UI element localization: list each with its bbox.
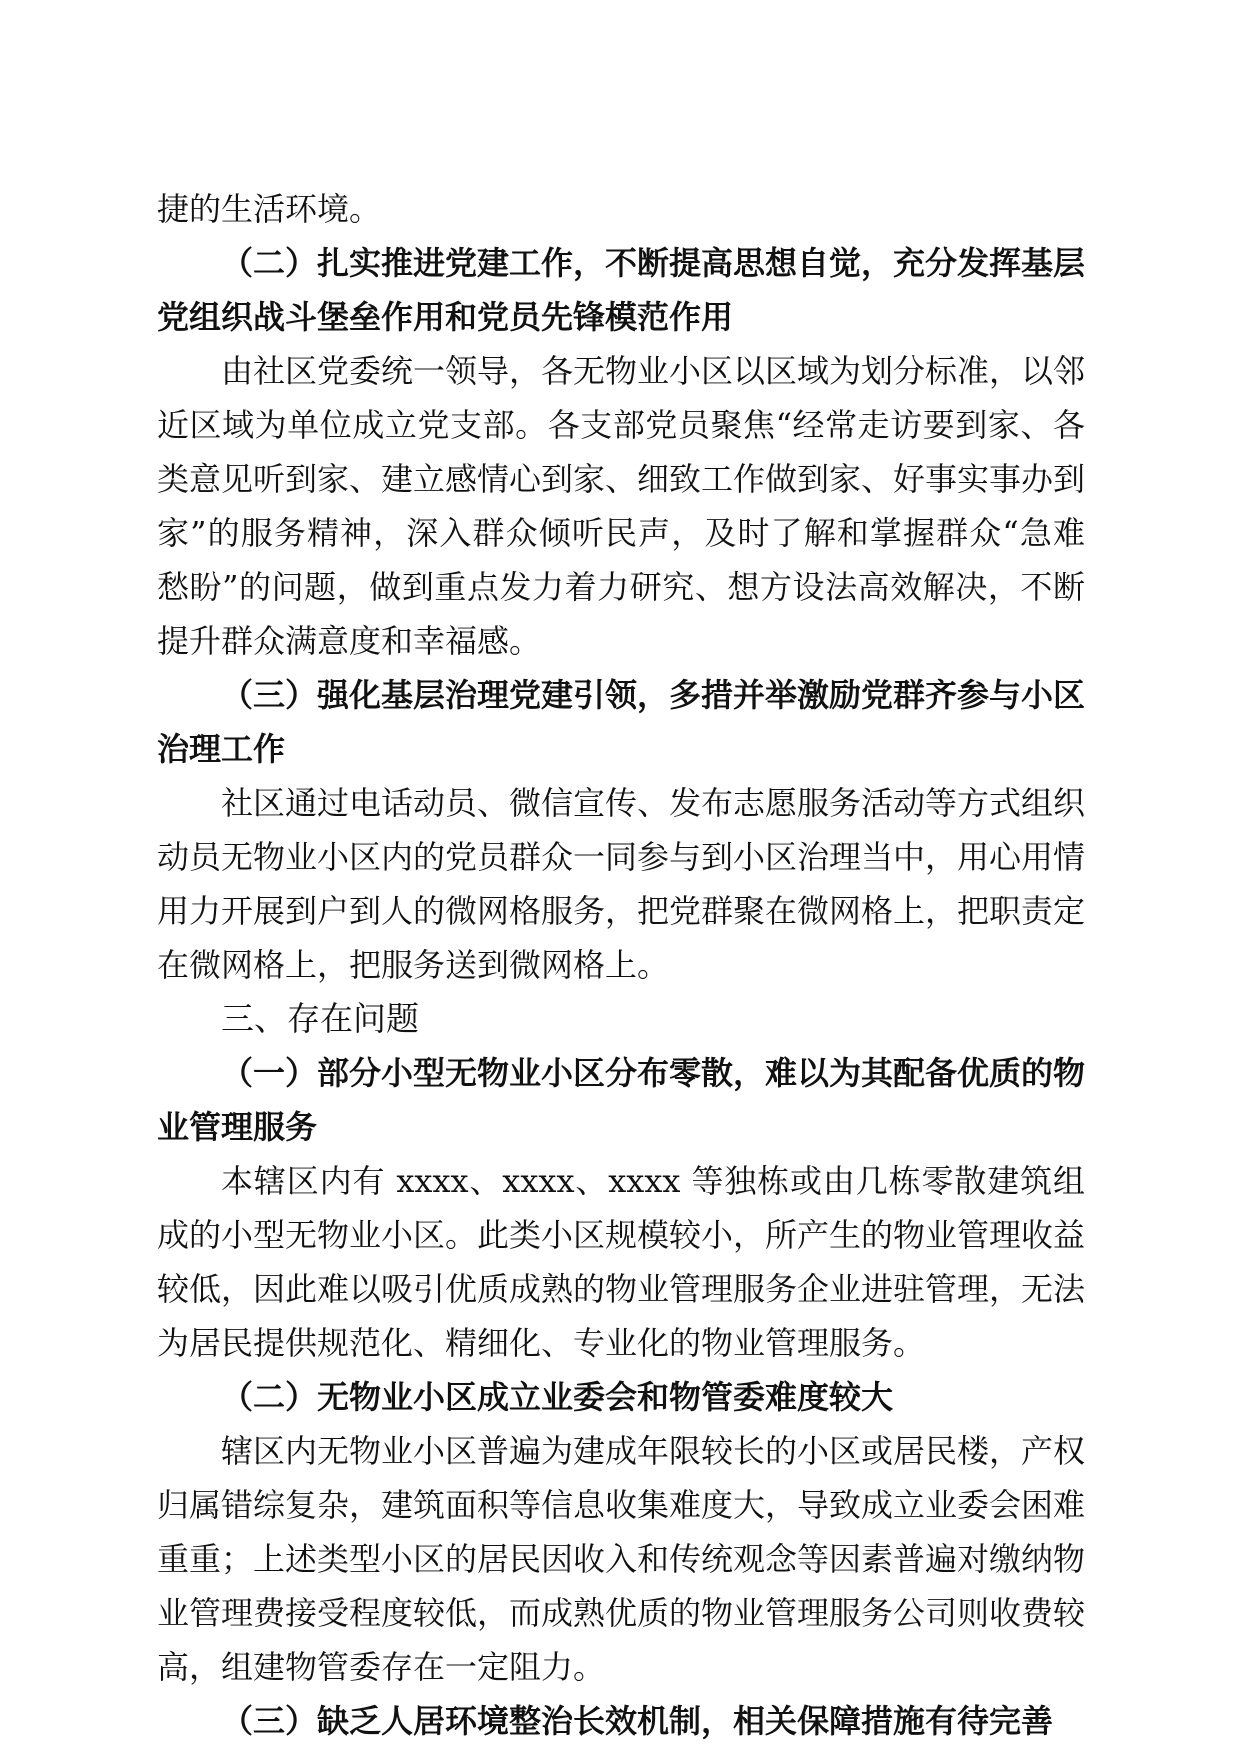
paragraph-continuation: 捷的生活环境。: [157, 190, 382, 228]
section-heading-3-grassroots-governance: （三）强化基层治理党建引领，多措并举激励党群齐参与小区治理工作: [157, 676, 1086, 768]
paragraph-small-communities: 本辖区内有 xxxx、xxxx、xxxx 等独栋或由几栋零散建筑组成的小型无物业小区。此类小区规模较小，所产生的物业管理收益较低，因此难以吸引优质成熟的物业管理服务企业进驻管理，无法为居民提供规范化、精细化、专业化的物业管理服务。: [157, 1162, 1086, 1362]
paragraph-owners-committee: 辖区内无物业小区普遍为建成年限较长的小区或居民楼，产权归属错综复杂，建筑面积等信息收集难度大，导致成立业委会困难重重；上述类型小区的居民因收入和传统观念等因素普遍对缴纳物业管理费接受程度较低，而成熟优质的物业管理服务公司则收费较高，组建物管委存在一定阻力。: [157, 1432, 1086, 1686]
problem-heading-3: （三）缺乏人居环境整治长效机制，相关保障措施有待完善: [221, 1702, 1054, 1740]
document-page: [157, 182, 1085, 1748]
section-heading-2-party-building: （二）扎实推进党建工作，不断提高思想自觉，充分发挥基层党组织战斗堡垒作用和党员先锋模范作用: [157, 244, 1086, 336]
problem-heading-2: （二）无物业小区成立业委会和物管委难度较大: [221, 1378, 894, 1416]
paragraph-party-branch: 由社区党委统一领导，各无物业小区以区域为划分标准，以邻近区域为单位成立党支部。各支部党员聚焦“经常走访要到家、各类意见听到家、建立感情心到家、细致工作做到家、好事实事办到家”的服务精神，深入群众倾听民声，及时了解和掌握群众“急难愁盼”的问题，做到重点发力着力研究、想方设法高效解决，不断提升群众满意度和幸福感。: [157, 352, 1086, 660]
problem-heading-1: （一）部分小型无物业小区分布零散，难以为其配备优质的物业管理服务: [157, 1054, 1086, 1146]
paragraph-community-mobilization: 社区通过电话动员、微信宣传、发布志愿服务活动等方式组织动员无物业小区内的党员群众一同参与到小区治理当中，用心用情用力开展到户到人的微网格服务，把党群聚在微网格上，把职责定在微网格上，把服务送到微网格上。: [157, 784, 1086, 984]
chapter-heading-existing-problems: 三、存在问题: [221, 999, 419, 1038]
